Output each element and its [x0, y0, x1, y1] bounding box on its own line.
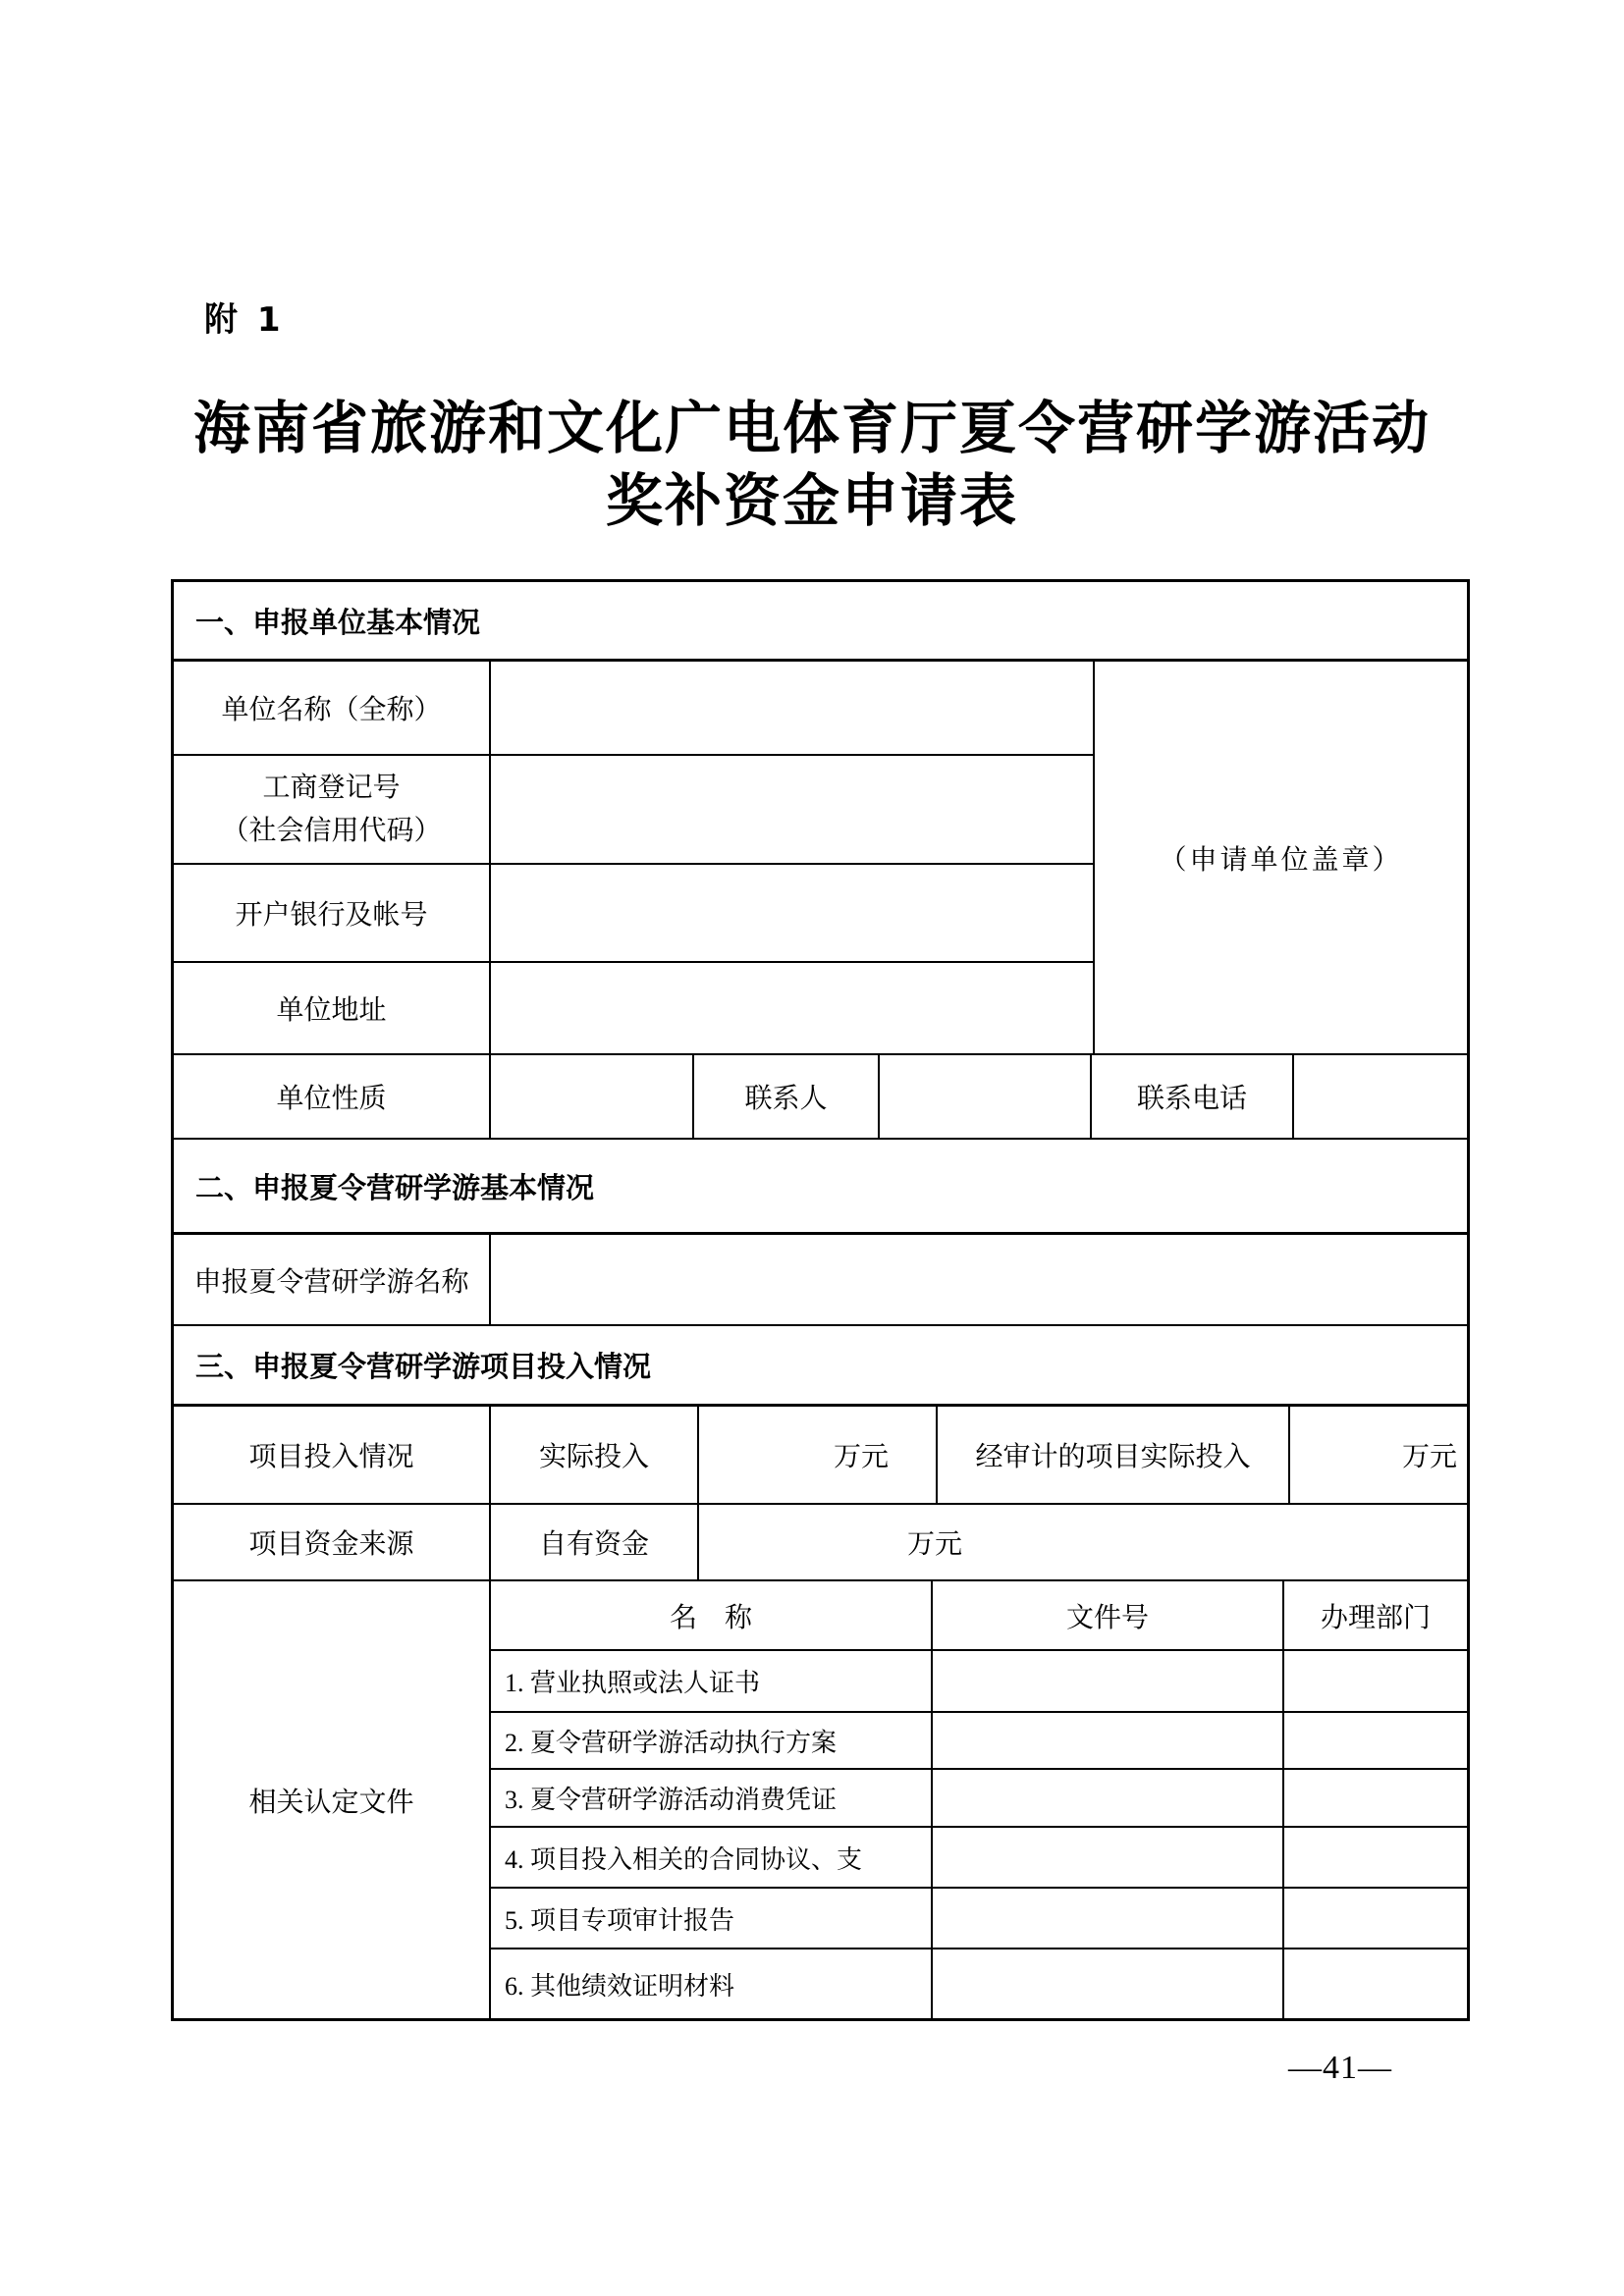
registration-row	[174, 756, 1095, 865]
doc-item-name: 2. 夏令营研学游活动执行方案	[491, 1713, 933, 1768]
section1-top-block	[174, 662, 1467, 1055]
section2-header-row	[174, 1140, 1467, 1235]
doc-fileno-field[interactable]	[933, 1651, 1284, 1711]
page-number: —41—	[1288, 2050, 1392, 2086]
doc-fileno-field[interactable]	[933, 1828, 1284, 1887]
doc-fileno-field[interactable]	[933, 1889, 1284, 1948]
camp-name-field[interactable]	[491, 1235, 1467, 1324]
doc-fileno-field[interactable]	[933, 1949, 1284, 2018]
doc-item-row	[491, 1713, 1467, 1770]
doc-department-field[interactable]	[1284, 1713, 1467, 1768]
doc-item-name: 4. 项目投入相关的合同协议、支	[491, 1828, 933, 1887]
unit-name-row	[174, 662, 1095, 756]
section1-header: 一、申报单位基本情况	[195, 605, 481, 639]
funding-source-row	[174, 1505, 1467, 1581]
doc-col-name-header: 名 称	[491, 1581, 933, 1649]
stamp-cell	[1095, 662, 1467, 1053]
address-field[interactable]	[491, 963, 1095, 1053]
doc-item-row	[491, 1828, 1467, 1889]
doc-item-row	[491, 1889, 1467, 1949]
phone-label: 联系电话	[1092, 1055, 1294, 1138]
doc-item-row	[491, 1770, 1467, 1828]
registration-field[interactable]	[491, 756, 1095, 863]
camp-name-label: 申报夏令营研学游名称	[174, 1235, 491, 1324]
section1-header-row	[174, 582, 1467, 662]
doc-item-name: 3. 夏令营研学游活动消费凭证	[491, 1770, 933, 1826]
registration-label-line2: （社会信用代码）	[221, 815, 442, 846]
documents-block	[174, 1581, 1467, 2018]
registration-label-line1: 工商登记号	[262, 772, 401, 803]
address-label: 单位地址	[174, 963, 491, 1053]
doc-item-row	[491, 1651, 1467, 1713]
contact-field[interactable]	[880, 1055, 1092, 1138]
section3-header-row	[174, 1326, 1467, 1407]
doc-fileno-field[interactable]	[933, 1770, 1284, 1826]
unit-name-field[interactable]	[491, 662, 1095, 754]
unit-type-field[interactable]	[491, 1055, 694, 1138]
unit-type-label: 单位性质	[174, 1055, 491, 1138]
attachment-label: 附 1	[204, 300, 285, 340]
camp-name-row	[174, 1235, 1467, 1326]
section2-header: 二、申报夏令营研学游基本情况	[195, 1170, 595, 1204]
contact-label: 联系人	[694, 1055, 880, 1138]
phone-field[interactable]	[1294, 1055, 1467, 1138]
stamp-note: （申请单位盖章）	[1159, 844, 1403, 876]
doc-fileno-field[interactable]	[933, 1713, 1284, 1768]
own-funds-label: 自有资金	[491, 1505, 699, 1579]
address-row	[174, 963, 1095, 1053]
audited-investment-amount-cell[interactable]	[1290, 1407, 1467, 1503]
documents-label: 相关认定文件	[174, 1581, 491, 2018]
unit-name-label: 单位名称（全称）	[174, 662, 491, 754]
title-line-2: 奖补资金申请表	[605, 469, 1018, 533]
doc-department-field[interactable]	[1284, 1828, 1467, 1887]
documents-table	[491, 1581, 1467, 2018]
doc-department-field[interactable]	[1284, 1949, 1467, 2018]
unit-type-row	[174, 1055, 1467, 1140]
doc-department-field[interactable]	[1284, 1770, 1467, 1826]
doc-col-department-header: 办理部门	[1320, 1602, 1431, 1633]
documents-header-row	[491, 1581, 1467, 1651]
section3-header: 三、申报夏令营研学游项目投入情况	[195, 1350, 652, 1383]
own-funds-unit: 万元	[907, 1529, 963, 1560]
document-title	[0, 393, 1624, 538]
doc-col-fileno-header: 文件号	[933, 1581, 1284, 1649]
registration-label	[174, 756, 491, 863]
actual-investment-label: 实际投入	[491, 1407, 699, 1503]
application-form-table	[171, 579, 1470, 2021]
doc-department-field[interactable]	[1284, 1889, 1467, 1948]
section1-left-stack	[174, 662, 1095, 1053]
bank-label: 开户银行及帐号	[174, 865, 491, 961]
investment-row	[174, 1407, 1467, 1505]
investment-label: 项目投入情况	[174, 1407, 491, 1503]
doc-item-row	[491, 1949, 1467, 2018]
audited-investment-unit: 万元	[1401, 1442, 1457, 1472]
own-funds-amount-cell[interactable]	[699, 1505, 1467, 1579]
doc-item-name: 5. 项目专项审计报告	[491, 1889, 933, 1948]
doc-department-field[interactable]	[1284, 1651, 1467, 1711]
bank-row	[174, 865, 1095, 963]
funding-source-label: 项目资金来源	[174, 1505, 491, 1579]
bank-field[interactable]	[491, 865, 1095, 961]
doc-item-name: 1. 营业执照或法人证书	[491, 1651, 933, 1711]
doc-item-name: 6. 其他绩效证明材料	[491, 1949, 933, 2018]
audited-investment-label: 经审计的项目实际投入	[938, 1407, 1290, 1503]
actual-investment-unit: 万元	[833, 1442, 889, 1472]
title-line-1: 海南省旅游和文化广电体育厅夏令营研学游活动	[192, 397, 1431, 460]
actual-investment-amount-cell[interactable]	[699, 1407, 938, 1503]
